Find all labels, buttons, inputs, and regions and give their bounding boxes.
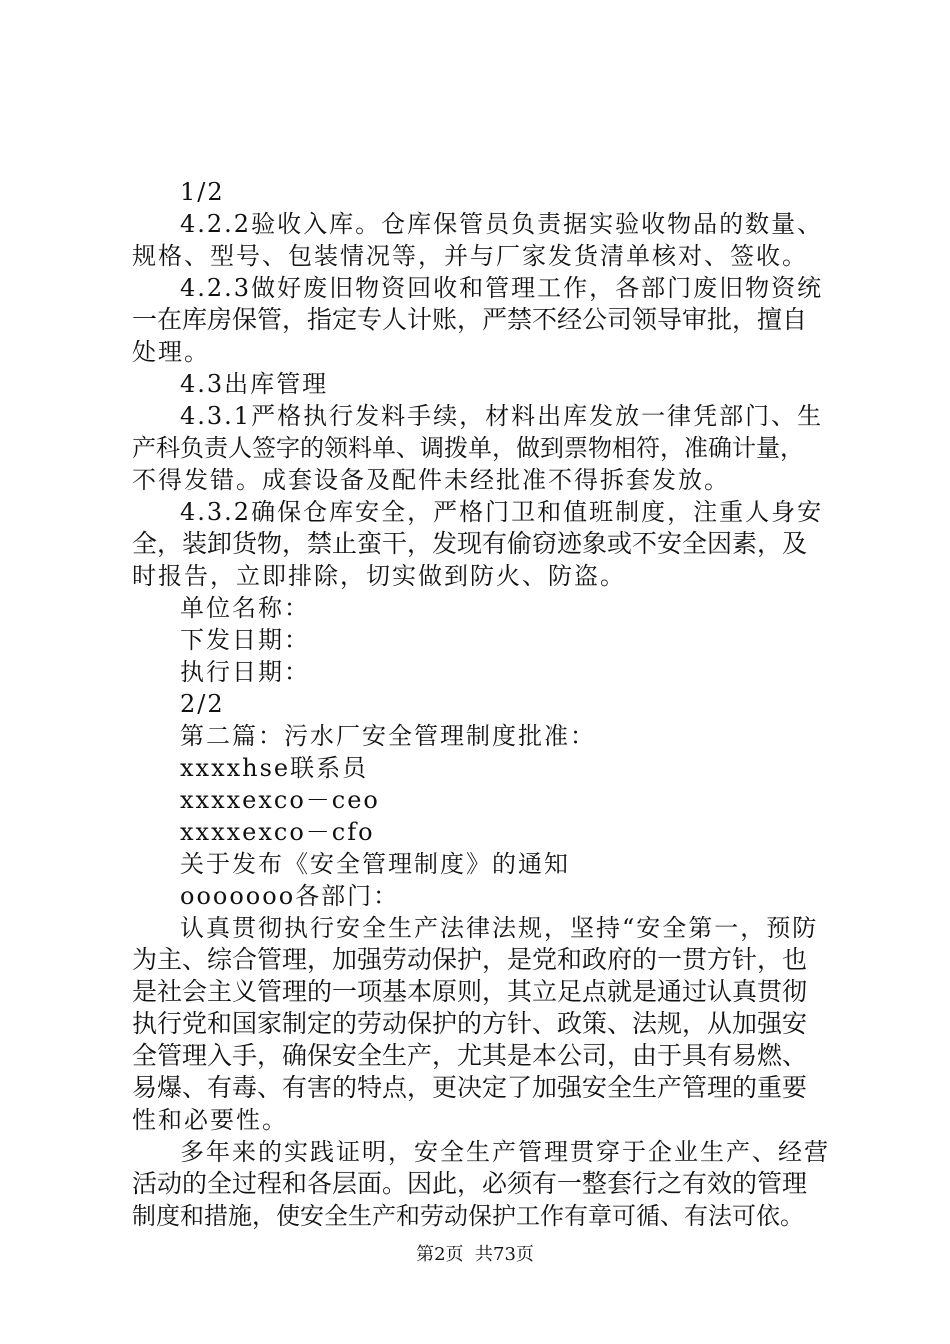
text-line: 规格、型号、包装情况等，并与厂家发货清单核对、签收。 — [132, 242, 808, 270]
text-line: 第二篇：污水厂安全管理制度批准： — [180, 722, 596, 750]
text-line: 关于发布《安全管理制度》的通知 — [180, 850, 570, 878]
text-line: 时报告，立即排除，切实做到防火、防盗。 — [132, 562, 626, 590]
text-line: 单位名称： — [180, 594, 310, 622]
text-line: ooooooo各部门： — [180, 882, 400, 910]
page-number-label: 第2页 共73页 — [416, 1244, 534, 1265]
text-line: 多年来的实践证明，安全生产管理贯穿于企业生产、经营 — [180, 1138, 830, 1166]
text-line: 全，装卸货物，禁止蛮干，发现有偷窃迹象或不安全因素，及 — [132, 529, 808, 558]
text-line: 产科负责人签字的领料单、调拨单，做到票物相符，准确计量， — [132, 434, 804, 462]
text-line: 不得发错。成套设备及配件未经批准不得拆套发放。 — [132, 466, 730, 494]
document-body — [132, 176, 832, 1232]
text-line: 活动的全过程和各层面。因此，必须有一整套行之有效的管理 — [132, 1169, 808, 1198]
text-line: 4.3.1严格执行发料手续，材料出库发放一律凭部门、生 — [180, 402, 824, 430]
text-line: 执行日期： — [180, 658, 310, 686]
text-line: 一在库房保管，指定专人计账，严禁不经公司领导审批，擅自 — [132, 305, 808, 334]
text-line: 4.2.2验收入库。仓库保管员负责据实验收物品的数量、 — [180, 210, 824, 238]
text-line: xxxxhse联系员 — [180, 754, 369, 782]
text-line: xxxxexco－ceo — [180, 786, 380, 814]
text-line: xxxxexco－cfo — [180, 818, 375, 846]
text-line: 全管理入手，确保安全生产，尤其是本公司，由于具有易燃、 — [132, 1041, 808, 1070]
text-line: 性和必要性。 — [132, 1106, 288, 1134]
text-line: 处理。 — [132, 338, 210, 366]
text-line: 认真贯彻执行安全生产法律法规，坚持“安全第一，预防 — [180, 914, 819, 942]
text-line: 1/2 — [180, 178, 225, 206]
text-line: 是社会主义管理的一项基本原则，其立足点就是通过认真贯彻 — [132, 977, 808, 1006]
text-line: 下发日期： — [180, 626, 310, 654]
text-line: 4.3出库管理 — [180, 370, 329, 398]
text-line: 2/2 — [180, 690, 225, 718]
text-line: 4.3.2确保仓库安全，严格门卫和值班制度，注重人身安 — [180, 498, 824, 526]
text-line: 执行党和国家制定的劳动保护的方针、政策、法规，从加强安 — [132, 1009, 808, 1038]
text-line: 为主、综合管理，加强劳动保护，是党和政府的一贯方针，也 — [132, 945, 808, 974]
text-line: 制度和措施，使安全生产和劳动保护工作有章可循、有法可依。 — [132, 1202, 804, 1230]
text-line: 易爆、有毒、有害的特点，更决定了加强安全生产管理的重要 — [132, 1073, 808, 1102]
text-line: 4.2.3做好废旧物资回收和管理工作，各部门废旧物资统 — [180, 274, 824, 302]
page-footer — [0, 1240, 950, 1266]
